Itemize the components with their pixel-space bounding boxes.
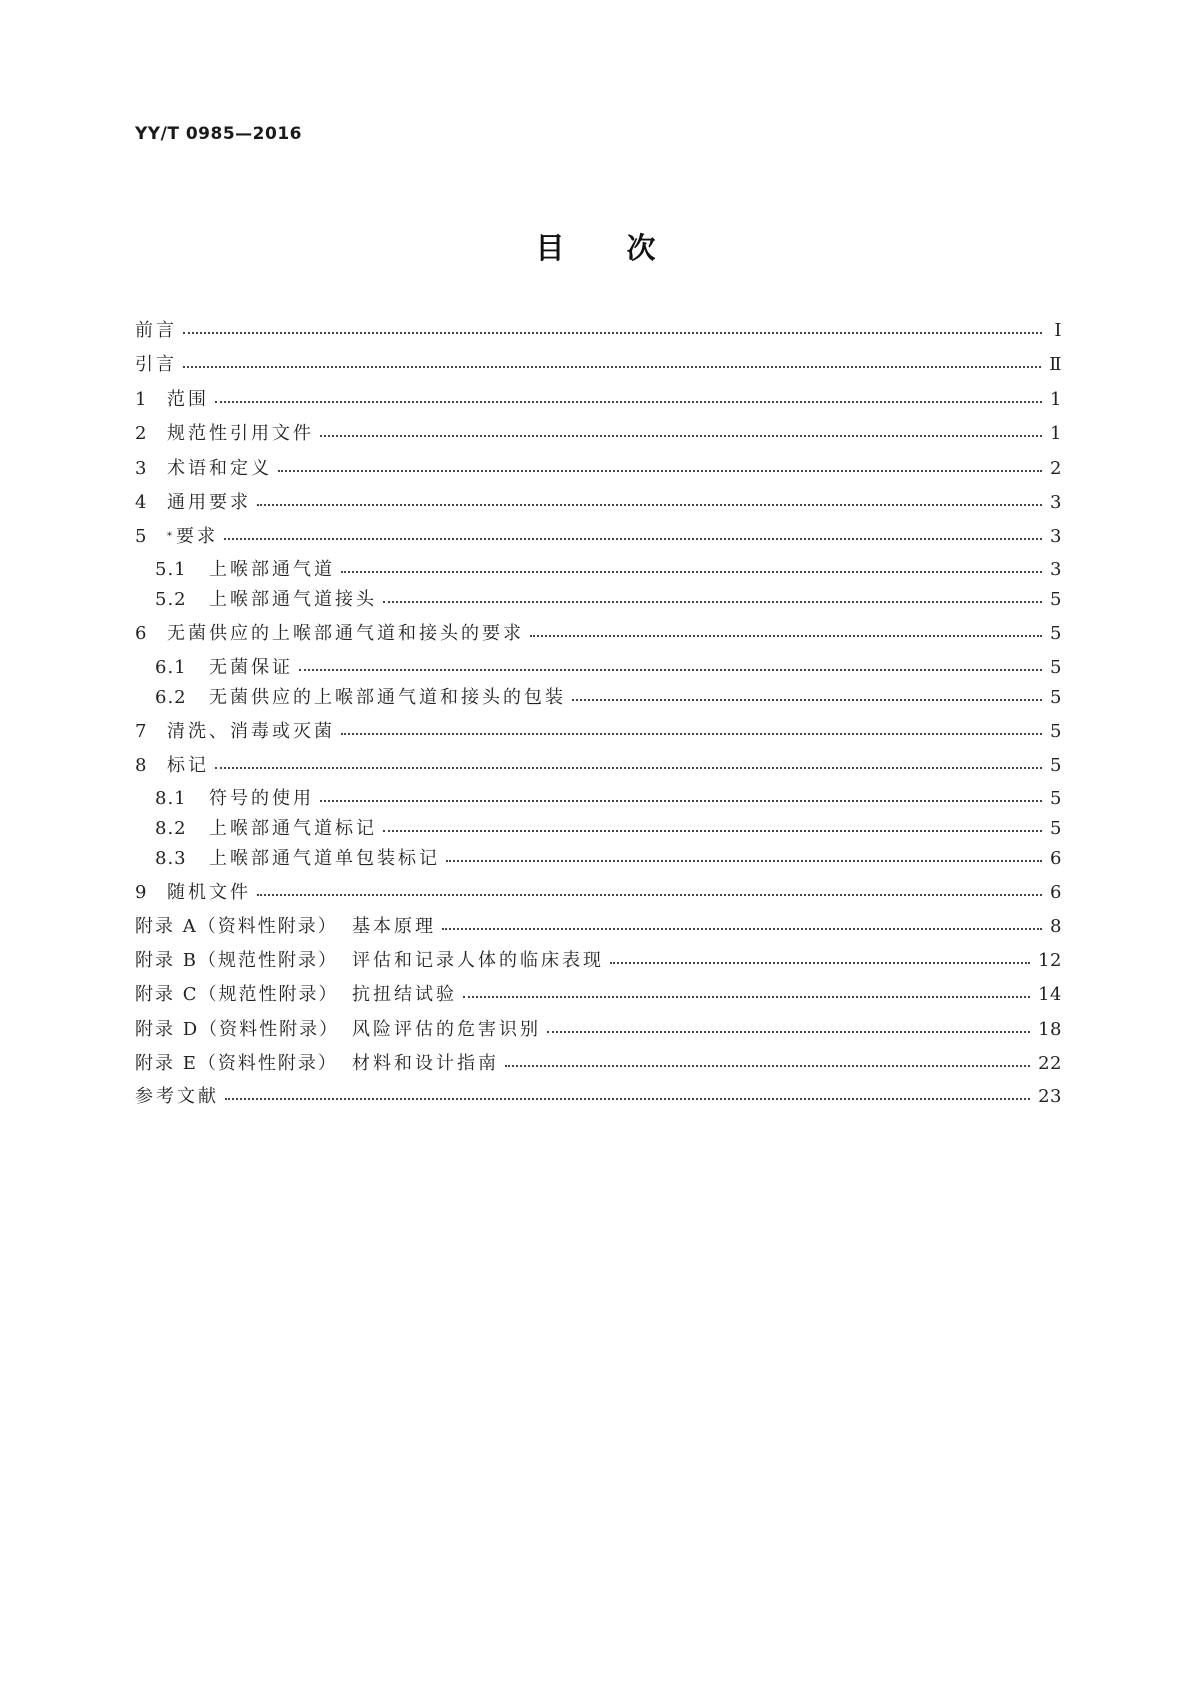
dot-leader bbox=[183, 350, 1041, 380]
toc-entry-page: 8 bbox=[1050, 916, 1062, 937]
toc-entry-number: 6 bbox=[135, 623, 148, 644]
toc-entry-number: 8.2 bbox=[155, 818, 187, 839]
toc-entry-title: 上喉部通气道接头 bbox=[209, 589, 377, 610]
toc-entry-appendix-label: 附录 A（资料性附录） bbox=[135, 916, 338, 937]
dot-leader bbox=[341, 717, 1042, 747]
toc-entry-clause-1[interactable] bbox=[135, 385, 1062, 415]
toc-entry-introduction[interactable] bbox=[135, 350, 1062, 380]
toc-entry-page: 5 bbox=[1050, 623, 1062, 644]
toc-entry-number: 8 bbox=[135, 755, 148, 776]
toc-entry-page: 18 bbox=[1038, 1019, 1062, 1040]
toc-entry-clause-3[interactable] bbox=[135, 454, 1062, 484]
toc-entry-page: 5 bbox=[1050, 589, 1062, 610]
toc-entry-page: 14 bbox=[1038, 984, 1062, 1005]
toc-entry-appendix-label: 附录 D（资料性附录） bbox=[135, 1019, 340, 1040]
dot-leader bbox=[215, 385, 1042, 415]
dot-leader bbox=[383, 814, 1042, 844]
toc-entry-title: 范围 bbox=[167, 389, 209, 410]
toc-entry-page: 12 bbox=[1038, 950, 1062, 971]
dot-leader bbox=[320, 784, 1042, 814]
toc-entry-page: 6 bbox=[1050, 882, 1062, 903]
toc-entry-number: 2 bbox=[135, 423, 148, 444]
toc-entry-number: 5.1 bbox=[155, 559, 187, 580]
dot-leader bbox=[224, 522, 1042, 552]
toc-entry-number: 5.2 bbox=[155, 589, 187, 610]
toc-entry-title: 符号的使用 bbox=[209, 788, 314, 809]
toc-entry-title: 基本原理 bbox=[352, 916, 436, 937]
toc-entry-title: 术语和定义 bbox=[167, 458, 272, 479]
dot-leader bbox=[572, 683, 1042, 713]
toc-entry-title: 规范性引用文件 bbox=[167, 423, 314, 444]
toc-entry-number: 3 bbox=[135, 458, 148, 479]
dot-leader bbox=[299, 653, 1042, 683]
toc-entry-page: Ⅱ bbox=[1049, 354, 1062, 375]
toc-entry-page: 5 bbox=[1050, 657, 1062, 678]
toc-entry-clause-5-2[interactable] bbox=[155, 585, 1062, 615]
toc-entry-bibliography[interactable] bbox=[135, 1082, 1062, 1112]
toc-entry-clause-8-2[interactable] bbox=[155, 814, 1062, 844]
toc-entry-number: 6.2 bbox=[155, 687, 187, 708]
toc-entry-clause-9[interactable] bbox=[135, 878, 1062, 908]
toc-entry-page: 3 bbox=[1050, 526, 1062, 547]
toc-entry-title: 标记 bbox=[167, 755, 209, 776]
toc-entry-appendix-a[interactable] bbox=[135, 912, 1062, 942]
toc-entry-foreword[interactable] bbox=[135, 316, 1062, 346]
dot-leader bbox=[383, 585, 1042, 615]
toc-entry-page: 1 bbox=[1050, 389, 1062, 410]
dot-leader bbox=[442, 912, 1042, 942]
toc-entry-page: 5 bbox=[1050, 687, 1062, 708]
toc-entry-clause-5[interactable] bbox=[135, 522, 1062, 552]
toc-entry-clause-6-1[interactable] bbox=[155, 653, 1062, 683]
toc-entry-clause-6[interactable] bbox=[135, 619, 1062, 649]
toc-entry-number: 8.3 bbox=[155, 848, 187, 869]
dot-leader bbox=[505, 1049, 1030, 1079]
toc-entry-number: 1 bbox=[135, 389, 148, 410]
toc-entry-title: 无菌供应的上喉部通气道和接头的要求 bbox=[167, 623, 524, 644]
toc-entry-title: 上喉部通气道 bbox=[209, 559, 335, 580]
toc-entry-page: 1 bbox=[1050, 423, 1062, 444]
toc-entry-page: 6 bbox=[1050, 848, 1062, 869]
toc-entry-title: 随机文件 bbox=[167, 882, 251, 903]
toc-entry-appendix-e[interactable] bbox=[135, 1049, 1062, 1079]
toc-entry-page: 5 bbox=[1050, 721, 1062, 742]
toc-entry-clause-2[interactable] bbox=[135, 419, 1062, 449]
toc-entry-appendix-d[interactable] bbox=[135, 1015, 1062, 1045]
toc-entry-appendix-label: 附录 E（资料性附录） bbox=[135, 1053, 338, 1074]
toc-entry-title: 上喉部通气道标记 bbox=[209, 818, 377, 839]
toc-entry-title: 要求 bbox=[176, 526, 218, 547]
dot-leader bbox=[530, 619, 1042, 649]
toc-entry-page: 22 bbox=[1038, 1053, 1062, 1074]
toc-entry-title: 评估和记录人体的临床表现 bbox=[352, 950, 604, 971]
dot-leader bbox=[463, 980, 1030, 1010]
toc-entry-clause-5-1[interactable] bbox=[155, 555, 1062, 585]
toc-entry-appendix-b[interactable] bbox=[135, 946, 1062, 976]
toc-entry-clause-8-1[interactable] bbox=[155, 784, 1062, 814]
toc-entry-number: 8.1 bbox=[155, 788, 187, 809]
toc-entry-title: 抗扭结试验 bbox=[352, 984, 457, 1005]
toc-entry-page: 3 bbox=[1050, 559, 1062, 580]
toc-entry-page: 2 bbox=[1050, 458, 1062, 479]
dot-leader bbox=[278, 454, 1042, 484]
toc-entry-number: 4 bbox=[135, 492, 148, 513]
page-title: 目次 bbox=[535, 231, 718, 265]
dot-leader bbox=[183, 316, 1042, 346]
toc-entry-clause-8-3[interactable] bbox=[155, 844, 1062, 874]
toc-entry-title: 清洗、消毒或灭菌 bbox=[167, 721, 335, 742]
standard-code: YY/T 0985—2016 bbox=[135, 124, 302, 144]
toc-entry-number: 6.1 bbox=[155, 657, 187, 678]
toc-entry-appendix-c[interactable] bbox=[135, 980, 1062, 1010]
asterisk-mark: * bbox=[167, 531, 172, 542]
dot-leader bbox=[215, 751, 1042, 781]
toc-entry-page: 3 bbox=[1050, 492, 1062, 513]
toc-entry-title: 无菌供应的上喉部通气道和接头的包装 bbox=[209, 687, 566, 708]
toc-entry-title: 通用要求 bbox=[167, 492, 251, 513]
toc-entry-title: 无菌保证 bbox=[209, 657, 293, 678]
toc-entry-page: 5 bbox=[1050, 788, 1062, 809]
toc-entry-clause-6-2[interactable] bbox=[155, 683, 1062, 713]
toc-entry-page: 5 bbox=[1050, 818, 1062, 839]
toc-entry-title: 上喉部通气道单包装标记 bbox=[209, 848, 440, 869]
toc-entry-clause-4[interactable] bbox=[135, 488, 1062, 518]
toc-entry-page: 23 bbox=[1038, 1086, 1062, 1107]
toc-entry-number: 5 bbox=[135, 526, 148, 547]
toc-entry-appendix-label: 附录 B（规范性附录） bbox=[135, 950, 338, 971]
dot-leader bbox=[547, 1015, 1030, 1045]
toc-entry-title: 风险评估的危害识别 bbox=[352, 1019, 541, 1040]
toc-entry-title: 参考文献 bbox=[135, 1086, 219, 1107]
dot-leader bbox=[225, 1082, 1030, 1112]
toc-entry-clause-8[interactable] bbox=[135, 751, 1062, 781]
toc-entry-number: 9 bbox=[135, 882, 148, 903]
toc-entry-title: 引言 bbox=[135, 354, 177, 375]
dot-leader bbox=[257, 488, 1042, 518]
toc-entry-page: Ⅰ bbox=[1054, 320, 1062, 341]
dot-leader bbox=[610, 946, 1030, 976]
toc-entry-clause-7[interactable] bbox=[135, 717, 1062, 747]
toc-entry-number: 7 bbox=[135, 721, 148, 742]
dot-leader bbox=[257, 878, 1042, 908]
toc-entry-title: 材料和设计指南 bbox=[352, 1053, 499, 1074]
toc-entry-page: 5 bbox=[1050, 755, 1062, 776]
toc-entry-title: 前言 bbox=[135, 320, 177, 341]
dot-leader bbox=[341, 555, 1042, 585]
dot-leader bbox=[320, 419, 1042, 449]
toc-entry-appendix-label: 附录 C（规范性附录） bbox=[135, 984, 339, 1005]
dot-leader bbox=[446, 844, 1042, 874]
